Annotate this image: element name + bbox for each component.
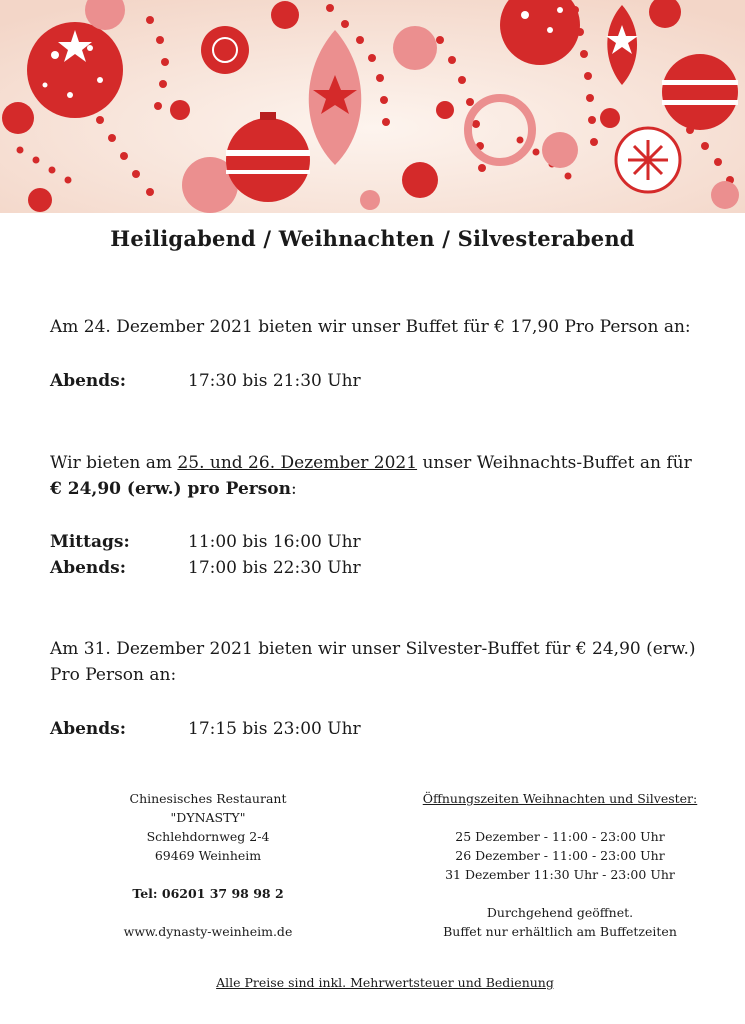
phone: Tel: 06201 37 98 98 2 (132, 886, 284, 901)
christmas-evening-row (50, 555, 361, 581)
christmas-eve-intro: Am 24. Dezember 2021 bieten wir unser Buffet für € 17,90 Pro Person an: (50, 317, 691, 337)
buffet-note: Buffet nur erhältlich am Buffetzeiten (443, 924, 677, 939)
christmas-price: € 24,90 (erw.) pro Person (50, 479, 291, 499)
intro-line2: Pro Person an: (50, 665, 177, 685)
price-note: Alle Preise sind inkl. Mehrwertsteuer und Bedienung (216, 975, 554, 990)
street: Schlehdornweg 2-4 (146, 829, 270, 844)
opening-hours-heading: Öffnungszeiten Weihnachten und Silvester: (422, 791, 698, 806)
row-time: 17:15 bis 23:00 Uhr (188, 719, 361, 739)
hours-line: 31 Dezember 11:30 Uhr - 23:00 Uhr (445, 867, 675, 882)
hours-line: 25 Dezember - 11:00 - 23:00 Uhr (455, 829, 665, 844)
intro-pre: Wir bieten am (50, 453, 178, 473)
page-title: Heiligabend / Weihnachten / Silvesterabend (110, 226, 635, 251)
open-note: Durchgehend geöffnet. (486, 905, 634, 920)
opening-hours (420, 789, 700, 941)
website-link[interactable]: www.dynasty-weinheim.de (123, 924, 293, 939)
row-label: Abends: (50, 719, 126, 739)
hours-line: 26 Dezember - 11:00 - 23:00 Uhr (455, 848, 665, 863)
intro-line1: Am 31. Dezember 2021 bieten wir unser Silvester-Buffet für € 24,90 (erw.) (50, 639, 696, 659)
row-time: 17:00 bis 22:30 Uhr (188, 558, 361, 578)
intro-post: unser Weihnachts-Buffet an für (417, 453, 692, 473)
christmas-eve-evening-row (50, 368, 361, 394)
price-suffix: : (291, 479, 297, 499)
restaurant-brand: "DYNASTY" (170, 810, 246, 825)
restaurant-address (108, 789, 308, 941)
row-time: 11:00 bis 16:00 Uhr (188, 532, 361, 552)
row-label: Abends: (50, 371, 126, 391)
new-years-eve-evening-row (50, 716, 361, 742)
christmas-lunch-row (50, 529, 361, 555)
christmas-days-intro (50, 450, 692, 502)
row-label: Abends: (50, 558, 126, 578)
christmas-banner (0, 0, 745, 213)
restaurant-name: Chinesisches Restaurant (129, 791, 287, 806)
christmas-dates: 25. und 26. Dezember 2021 (177, 453, 418, 473)
city: 69469 Weinheim (154, 848, 262, 863)
new-years-eve-intro (50, 636, 696, 688)
row-time: 17:30 bis 21:30 Uhr (188, 371, 361, 391)
christmas-ornaments-icon (0, 0, 745, 213)
row-label: Mittags: (50, 532, 130, 552)
